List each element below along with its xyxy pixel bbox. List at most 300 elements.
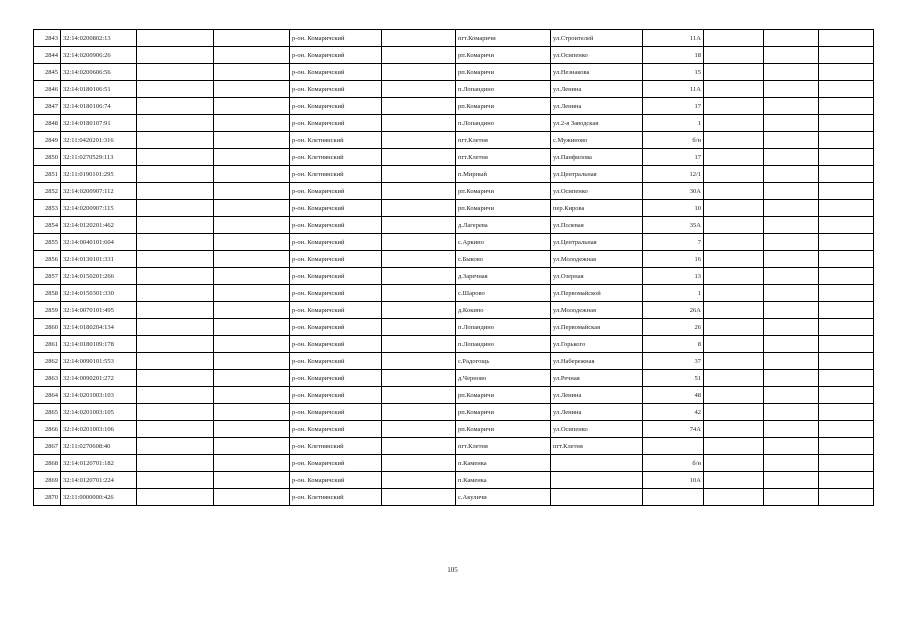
district: р-он. Комаричский (290, 268, 382, 285)
property-register-table (33, 29, 874, 506)
empty-cell (137, 251, 214, 268)
district: р-он. Комаричский (290, 404, 382, 421)
cadastral-number: 32:11:0270608:40 (61, 438, 137, 455)
empty-cell (764, 183, 819, 200)
empty-cell (704, 81, 764, 98)
district: р-он. Комаричский (290, 472, 382, 489)
table-row (34, 472, 874, 489)
locality: д.Черново (456, 370, 551, 387)
empty-cell (214, 455, 290, 472)
empty-cell (137, 336, 214, 353)
empty-cell (137, 404, 214, 421)
empty-cell (137, 200, 214, 217)
empty-cell (704, 285, 764, 302)
locality: д.Кокино (456, 302, 551, 319)
empty-cell (764, 200, 819, 217)
empty-cell (764, 98, 819, 115)
empty-cell (764, 353, 819, 370)
empty-cell (704, 217, 764, 234)
building-number: 10А (643, 472, 704, 489)
street: ул.Горького (551, 336, 643, 353)
cadastral-number: 32:14:0040101:604 (61, 234, 137, 251)
empty-cell (382, 268, 456, 285)
empty-cell (704, 455, 764, 472)
table-row (34, 285, 874, 302)
row-number: 2844 (34, 47, 61, 64)
empty-cell (137, 268, 214, 285)
street: ул.Центральная (551, 166, 643, 183)
empty-cell (704, 404, 764, 421)
empty-cell (704, 438, 764, 455)
empty-cell (764, 404, 819, 421)
locality: с.Быково (456, 251, 551, 268)
row-number: 2855 (34, 234, 61, 251)
empty-cell (704, 234, 764, 251)
empty-cell (819, 47, 874, 64)
empty-cell (819, 98, 874, 115)
empty-cell (382, 81, 456, 98)
district: р-он. Комаричский (290, 64, 382, 81)
empty-cell (764, 302, 819, 319)
row-number: 2860 (34, 319, 61, 336)
empty-cell (704, 132, 764, 149)
district: р-он. Комаричский (290, 234, 382, 251)
empty-cell (214, 64, 290, 81)
row-number: 2851 (34, 166, 61, 183)
building-number: 37 (643, 353, 704, 370)
district: р-он. Комаричский (290, 455, 382, 472)
empty-cell (704, 370, 764, 387)
empty-cell (214, 234, 290, 251)
locality: рп.Комаричи (456, 421, 551, 438)
street: ул.Молодежная (551, 251, 643, 268)
empty-cell (704, 319, 764, 336)
cadastral-number: 32:14:0120701:182 (61, 455, 137, 472)
locality: пгт.Клетня (456, 438, 551, 455)
street (551, 489, 643, 506)
street: ул.Полевая (551, 217, 643, 234)
empty-cell (704, 472, 764, 489)
locality: п.Лопандино (456, 81, 551, 98)
street (551, 455, 643, 472)
empty-cell (764, 268, 819, 285)
empty-cell (137, 132, 214, 149)
empty-cell (382, 438, 456, 455)
empty-cell (382, 98, 456, 115)
empty-cell (819, 302, 874, 319)
empty-cell (764, 472, 819, 489)
empty-cell (214, 30, 290, 47)
empty-cell (137, 183, 214, 200)
empty-cell (819, 489, 874, 506)
district: р-он. Комаричский (290, 115, 382, 132)
table-row (34, 251, 874, 268)
district: р-он. Комаричский (290, 217, 382, 234)
empty-cell (764, 234, 819, 251)
table-row (34, 268, 874, 285)
row-number: 2867 (34, 438, 61, 455)
row-number: 2853 (34, 200, 61, 217)
empty-cell (382, 421, 456, 438)
building-number: 26 (643, 319, 704, 336)
cadastral-number: 32:14:0120201:462 (61, 217, 137, 234)
empty-cell (704, 421, 764, 438)
cadastral-number: 32:14:0070101:495 (61, 302, 137, 319)
empty-cell (382, 336, 456, 353)
locality: с.Шарово (456, 285, 551, 302)
locality: рп.Комаричи (456, 387, 551, 404)
empty-cell (704, 353, 764, 370)
street: ул.Осипенко (551, 47, 643, 64)
empty-cell (137, 149, 214, 166)
cadastral-number: 32:14:0200907:115 (61, 200, 137, 217)
empty-cell (704, 30, 764, 47)
row-number: 2846 (34, 81, 61, 98)
empty-cell (382, 285, 456, 302)
empty-cell (214, 98, 290, 115)
empty-cell (137, 302, 214, 319)
row-number: 2848 (34, 115, 61, 132)
table-row (34, 64, 874, 81)
building-number: 10 (643, 200, 704, 217)
empty-cell (137, 319, 214, 336)
empty-cell (382, 234, 456, 251)
street: пер.Кирова (551, 200, 643, 217)
empty-cell (214, 217, 290, 234)
row-number: 2862 (34, 353, 61, 370)
empty-cell (382, 115, 456, 132)
empty-cell (214, 302, 290, 319)
empty-cell (764, 47, 819, 64)
empty-cell (704, 336, 764, 353)
cadastral-number: 32:11:0270529:113 (61, 149, 137, 166)
empty-cell (704, 251, 764, 268)
empty-cell (819, 234, 874, 251)
building-number (643, 438, 704, 455)
street (551, 472, 643, 489)
empty-cell (819, 200, 874, 217)
table-row (34, 81, 874, 98)
street: ул.Молодежная (551, 302, 643, 319)
empty-cell (214, 132, 290, 149)
empty-cell (214, 421, 290, 438)
empty-cell (382, 149, 456, 166)
locality: рп.Комаричи (456, 200, 551, 217)
building-number: б/н (643, 132, 704, 149)
table-row (34, 166, 874, 183)
row-number: 2845 (34, 64, 61, 81)
empty-cell (214, 166, 290, 183)
cadastral-number: 32:11:0190101:295 (61, 166, 137, 183)
cadastral-number: 32:14:0180106:74 (61, 98, 137, 115)
cadastral-number: 32:14:0200606:56 (61, 64, 137, 81)
empty-cell (704, 489, 764, 506)
empty-cell (214, 404, 290, 421)
empty-cell (382, 302, 456, 319)
row-number: 2870 (34, 489, 61, 506)
cadastral-number: 32:14:0180107:91 (61, 115, 137, 132)
building-number: 17 (643, 98, 704, 115)
table-row (34, 336, 874, 353)
street: ул.Осипенко (551, 183, 643, 200)
empty-cell (704, 149, 764, 166)
empty-cell (764, 217, 819, 234)
empty-cell (382, 132, 456, 149)
table-row (34, 319, 874, 336)
street: ул.Незнакова (551, 64, 643, 81)
empty-cell (382, 64, 456, 81)
empty-cell (214, 183, 290, 200)
empty-cell (764, 370, 819, 387)
empty-cell (137, 370, 214, 387)
district: р-он. Комаричский (290, 183, 382, 200)
locality: рп.Комаричи (456, 183, 551, 200)
street: ул.2-я Заводская (551, 115, 643, 132)
building-number: 35А (643, 217, 704, 234)
cadastral-number: 32:11:0420201:316 (61, 132, 137, 149)
row-number: 2849 (34, 132, 61, 149)
empty-cell (137, 98, 214, 115)
cadastral-number: 32:14:0200907:112 (61, 183, 137, 200)
cadastral-number: 32:14:0200802:13 (61, 30, 137, 47)
cadastral-number: 32:14:0180109:178 (61, 336, 137, 353)
building-number: 48 (643, 387, 704, 404)
empty-cell (214, 285, 290, 302)
building-number: 51 (643, 370, 704, 387)
empty-cell (137, 353, 214, 370)
empty-cell (214, 489, 290, 506)
street: ул.Осипенко (551, 421, 643, 438)
empty-cell (819, 30, 874, 47)
row-number: 2852 (34, 183, 61, 200)
empty-cell (704, 47, 764, 64)
locality: п.Лопандино (456, 115, 551, 132)
table-row (34, 387, 874, 404)
table-row (34, 302, 874, 319)
empty-cell (137, 47, 214, 64)
empty-cell (137, 30, 214, 47)
cadastral-number: 32:14:0090101:553 (61, 353, 137, 370)
empty-cell (819, 183, 874, 200)
empty-cell (819, 370, 874, 387)
building-number: 16 (643, 251, 704, 268)
locality: пгт.Клетня (456, 149, 551, 166)
empty-cell (819, 421, 874, 438)
empty-cell (704, 64, 764, 81)
district: р-он. Комаричский (290, 353, 382, 370)
table-row (34, 404, 874, 421)
street: ул.Набережная (551, 353, 643, 370)
building-number: 17 (643, 149, 704, 166)
locality: с.Акуличи (456, 489, 551, 506)
table-row (34, 234, 874, 251)
street: ул.Речная (551, 370, 643, 387)
empty-cell (214, 319, 290, 336)
building-number: 74А (643, 421, 704, 438)
cadastral-number: 32:14:0201003:103 (61, 387, 137, 404)
table-row (34, 149, 874, 166)
table-row (34, 353, 874, 370)
building-number: 42 (643, 404, 704, 421)
building-number: 11А (643, 30, 704, 47)
locality: рп.Комаричи (456, 98, 551, 115)
table-row (34, 421, 874, 438)
empty-cell (704, 115, 764, 132)
district: р-он. Комаричский (290, 285, 382, 302)
empty-cell (137, 64, 214, 81)
empty-cell (214, 336, 290, 353)
street: ул.Ленина (551, 98, 643, 115)
empty-cell (137, 387, 214, 404)
empty-cell (764, 336, 819, 353)
row-number: 2858 (34, 285, 61, 302)
district: р-он. Комаричский (290, 47, 382, 64)
empty-cell (137, 285, 214, 302)
row-number: 2866 (34, 421, 61, 438)
empty-cell (819, 472, 874, 489)
street: ул.Первомайская (551, 319, 643, 336)
district: р-он. Клетнянский (290, 489, 382, 506)
locality: рп.Комаричи (456, 64, 551, 81)
empty-cell (764, 166, 819, 183)
empty-cell (137, 472, 214, 489)
empty-cell (764, 30, 819, 47)
building-number: 12/1 (643, 166, 704, 183)
empty-cell (382, 251, 456, 268)
empty-cell (214, 200, 290, 217)
table-body (34, 30, 874, 506)
empty-cell (819, 132, 874, 149)
cadastral-number: 32:14:0120701:224 (61, 472, 137, 489)
empty-cell (214, 387, 290, 404)
row-number: 2857 (34, 268, 61, 285)
empty-cell (704, 200, 764, 217)
district: р-он. Комаричский (290, 319, 382, 336)
empty-cell (704, 166, 764, 183)
empty-cell (382, 404, 456, 421)
empty-cell (819, 64, 874, 81)
cadastral-number: 32:11:0000000:426 (61, 489, 137, 506)
district: р-он. Комаричский (290, 421, 382, 438)
street: ул.Центральная (551, 234, 643, 251)
cadastral-number: 32:14:0201003:105 (61, 404, 137, 421)
locality: п.Лопандино (456, 336, 551, 353)
empty-cell (137, 489, 214, 506)
street: ул.Ленина (551, 404, 643, 421)
empty-cell (819, 285, 874, 302)
empty-cell (819, 81, 874, 98)
empty-cell (137, 81, 214, 98)
building-number: 1 (643, 115, 704, 132)
empty-cell (819, 251, 874, 268)
empty-cell (214, 149, 290, 166)
table-row (34, 47, 874, 64)
empty-cell (382, 200, 456, 217)
empty-cell (214, 472, 290, 489)
district: р-он. Комаричский (290, 251, 382, 268)
empty-cell (704, 268, 764, 285)
empty-cell (214, 47, 290, 64)
empty-cell (382, 455, 456, 472)
empty-cell (764, 149, 819, 166)
empty-cell (382, 217, 456, 234)
street: с.Мужиново (551, 132, 643, 149)
row-number: 2869 (34, 472, 61, 489)
row-number: 2856 (34, 251, 61, 268)
locality: рп.Комаричи (456, 404, 551, 421)
empty-cell (214, 81, 290, 98)
building-number: 11А (643, 81, 704, 98)
locality: п.Каменка (456, 455, 551, 472)
building-number: 26А (643, 302, 704, 319)
district: р-он. Клетнянский (290, 149, 382, 166)
empty-cell (819, 115, 874, 132)
empty-cell (382, 387, 456, 404)
table-row (34, 455, 874, 472)
street: пгт.Клетня (551, 438, 643, 455)
locality: с.Аркино (456, 234, 551, 251)
empty-cell (819, 438, 874, 455)
cadastral-number: 32:14:0150301:330 (61, 285, 137, 302)
empty-cell (382, 353, 456, 370)
empty-cell (819, 404, 874, 421)
table-row (34, 132, 874, 149)
street: ул.Панфилова (551, 149, 643, 166)
locality: д.Лагерева (456, 217, 551, 234)
empty-cell (764, 251, 819, 268)
table-row (34, 489, 874, 506)
empty-cell (819, 353, 874, 370)
cadastral-number: 32:14:0090201:272 (61, 370, 137, 387)
street: ул.Строителей (551, 30, 643, 47)
empty-cell (704, 387, 764, 404)
cadastral-number: 32:14:0180106:51 (61, 81, 137, 98)
locality: д.Заречная (456, 268, 551, 285)
locality: с.Радогощь (456, 353, 551, 370)
district: р-он. Комаричский (290, 200, 382, 217)
empty-cell (764, 387, 819, 404)
empty-cell (819, 166, 874, 183)
empty-cell (137, 234, 214, 251)
locality: п.Лопандино (456, 319, 551, 336)
empty-cell (764, 319, 819, 336)
locality: рп.Комаричи (456, 47, 551, 64)
district: р-он. Комаричский (290, 30, 382, 47)
row-number: 2843 (34, 30, 61, 47)
locality: пгт.Клетня (456, 132, 551, 149)
district: р-он. Комаричский (290, 98, 382, 115)
row-number: 2859 (34, 302, 61, 319)
district: р-он. Клетнянский (290, 438, 382, 455)
empty-cell (382, 166, 456, 183)
empty-cell (764, 132, 819, 149)
row-number: 2854 (34, 217, 61, 234)
row-number: 2850 (34, 149, 61, 166)
empty-cell (819, 319, 874, 336)
empty-cell (764, 455, 819, 472)
row-number: 2861 (34, 336, 61, 353)
row-number: 2847 (34, 98, 61, 115)
locality: п.Мирный (456, 166, 551, 183)
locality: пгт.Комаричи (456, 30, 551, 47)
empty-cell (819, 217, 874, 234)
district: р-он. Комаричский (290, 336, 382, 353)
row-number: 2864 (34, 387, 61, 404)
empty-cell (764, 438, 819, 455)
locality: п.Каменка (456, 472, 551, 489)
page-number: 105 (447, 566, 458, 574)
building-number (643, 489, 704, 506)
